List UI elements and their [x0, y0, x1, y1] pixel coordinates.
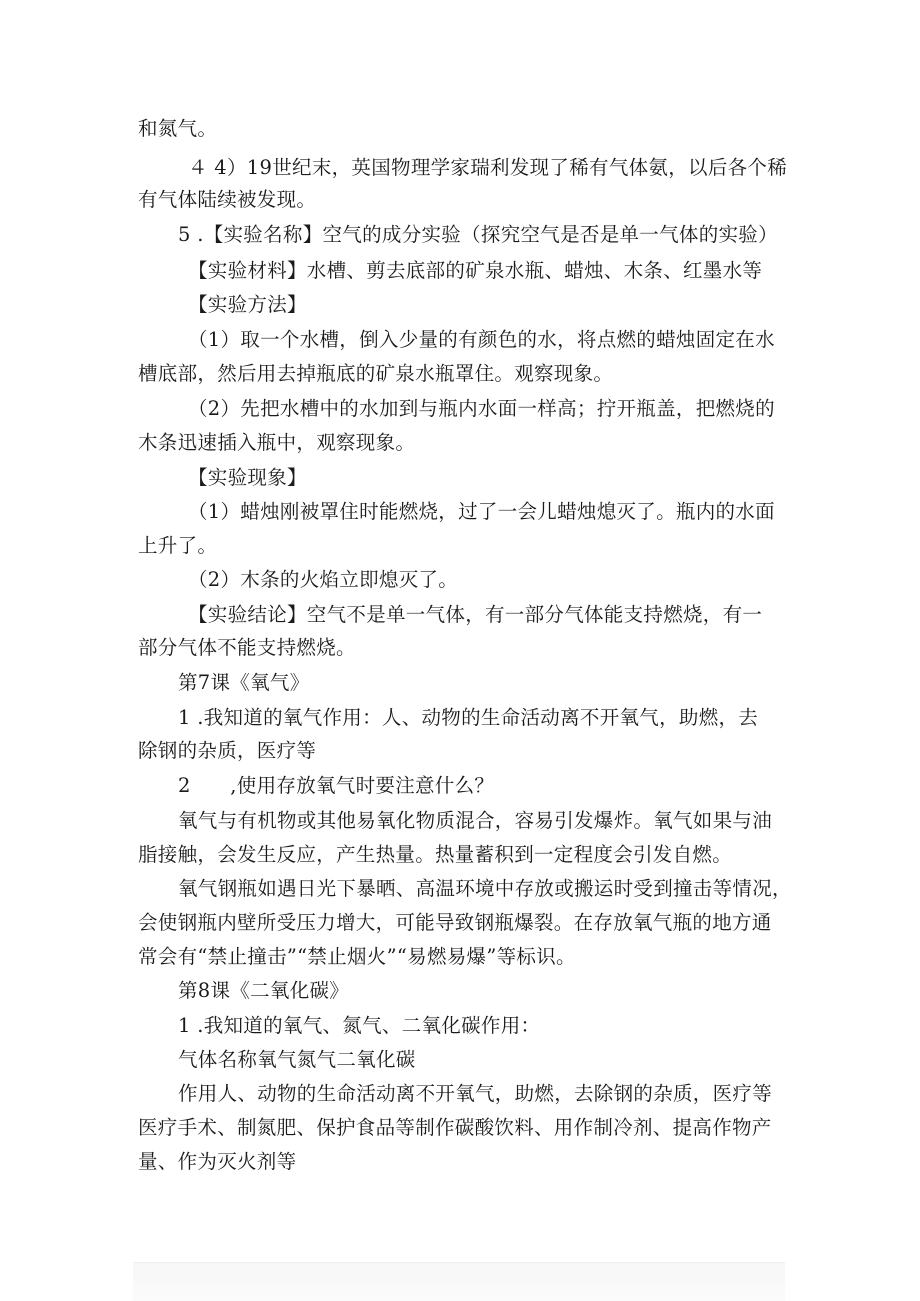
- experiment-phenomenon-heading: 【实验现象】: [188, 466, 307, 489]
- experiment-conclusion-line-2: 部分气体不能支持燃烧。: [138, 636, 356, 659]
- text-line-rayleigh-discovery: ４ 4）19世纪末，英国物理学家瑞利发现了稀有气体氨，以后各个稀: [188, 156, 788, 179]
- lesson-8-heading: 第8课《二氧化碳》: [178, 979, 350, 1002]
- experiment-name-line: 5 .【实验名称】空气的成分实验（探究空气是否是单一气体的实验）: [178, 223, 778, 246]
- experiment-method-heading: 【实验方法】: [188, 293, 307, 316]
- gas-table-uses-line-2: 医疗手术、制氮肥、保护食品等制作碳酸饮料、用作制冷剂、提高作物产: [138, 1116, 772, 1139]
- text-line-continuation-nitrogen: 和氮气。: [138, 117, 218, 140]
- phenomenon-1-line-2: 上升了。: [138, 534, 218, 557]
- method-step-1-line-1: （1）取一个水槽，倒入少量的有颜色的水，将点燃的蜡烛固定在水: [188, 328, 775, 351]
- gas-table-header-row: 气体名称氧气氮气二氧化碳: [178, 1048, 416, 1071]
- page-footer-bar: [133, 1262, 785, 1301]
- cylinder-warning-line-2: 会使钢瓶内壁所受压力增大，可能导致钢瓶爆裂。在存放氧气瓶的地方通: [138, 911, 772, 934]
- gas-table-uses-line-3: 量、作为灭火剂等: [138, 1150, 297, 1173]
- oxygen-uses-line-1: 1 .我知道的氧气作用：人、动物的生命活动离不开氧气，助燃，去: [178, 706, 759, 729]
- cylinder-warning-line-3: 常会有“禁止撞击”“禁止烟火”“易燃易爆”等标识。: [138, 945, 576, 968]
- gas-table-uses-line-1: 作用人、动物的生命活动离不开氧气，助燃，去除钢的杂质，医疗等: [178, 1082, 773, 1105]
- oxygen-hazard-line-1: 氧气与有机物或其他易氧化物质混合，容易引发爆炸。氧气如果与油: [178, 809, 773, 832]
- method-step-2-line-2: 木条迅速插入瓶中，观察现象。: [138, 431, 416, 454]
- experiment-materials-line: 【实验材料】水槽、剪去底部的矿泉水瓶、蜡烛、木条、红墨水等: [188, 259, 763, 282]
- lesson-7-heading: 第7课《氧气》: [178, 671, 310, 694]
- phenomenon-2-line: （2）木条的火焰立即熄灭了。: [188, 568, 459, 591]
- phenomenon-1-line-1: （1）蜡烛刚被罩住时能燃烧，过了一会儿蜡烛熄灭了。瓶内的水面: [188, 500, 775, 523]
- gas-uses-intro: 1 .我知道的氧气、氮气、二氧化碳作用：: [178, 1014, 541, 1037]
- oxygen-uses-line-2: 除钢的杂质，医疗等: [138, 739, 317, 762]
- cylinder-warning-line-1: 氧气钢瓶如遇日光下暴晒、高温环境中存放或搬运时受到撞击等情况，: [178, 877, 792, 900]
- oxygen-hazard-line-2: 脂接触，会发生反应，产生热量。热量蓄积到一定程度会引发自燃。: [138, 843, 733, 866]
- method-step-2-line-1: （2）先把水槽中的水加到与瓶内水面一样高；拧开瓶盖，把燃烧的: [188, 397, 775, 420]
- experiment-conclusion-line-1: 【实验结论】空气不是单一气体，有一部分气体能支持燃烧，有一: [188, 603, 763, 626]
- oxygen-storage-question: 2 ,使用存放氧气时要注意什么？: [178, 774, 495, 797]
- method-step-1-line-2: 槽底部，然后用去掉瓶底的矿泉水瓶罩住。观察现象。: [138, 362, 614, 385]
- text-line-rare-gases: 有气体陆续被发现。: [138, 188, 317, 211]
